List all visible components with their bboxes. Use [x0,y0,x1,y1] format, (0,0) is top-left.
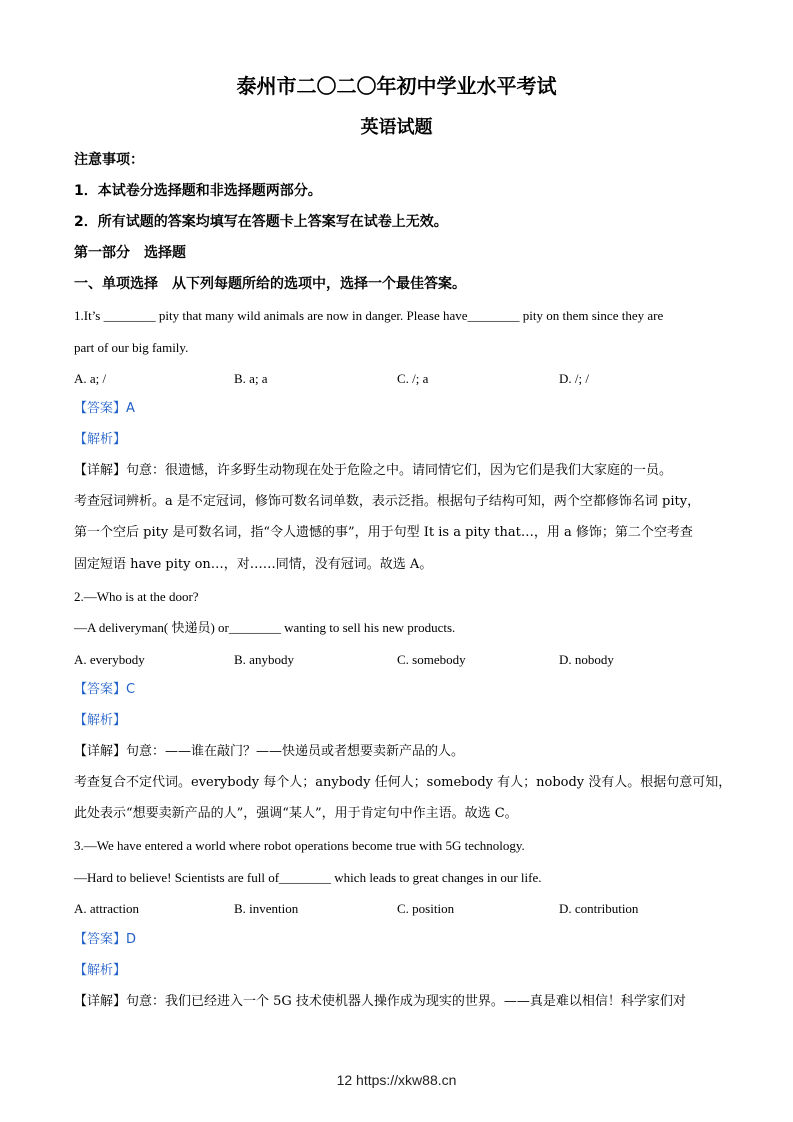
q1-stem-line2: part of our big family. [74,340,189,355]
q2-options [74,652,724,668]
part-heading: 第一部分 选择题 [74,245,186,261]
q2-stem-line2: —A deliveryman( 快递员) or________ wanting to sell his new products. [74,620,456,635]
q3-answer: 【答案】D [74,932,137,947]
q3-detail-line1: 【详解】句意：我们已经进入一个 5G 技术使机器人操作成为现实的世界。——真是难以相信！科学家们对 [74,994,686,1009]
q2-option-b: B. anybody [234,652,294,667]
q3-option-d: D. contribution [559,901,639,916]
q3-analysis-label: 【解析】 [74,963,127,978]
page-title: 泰州市二〇二〇年初中学业水平考试 [236,74,557,98]
q3-option-b: B. invention [234,901,299,916]
q2-stem-line1: 2.—Who is at the door? [74,589,199,604]
q3-stem-line2: —Hard to believe! Scientists are full of________ which leads to great changes in our life. [74,870,542,885]
page-subtitle: 英语试题 [360,117,433,138]
q1-option-c: C. /; a [397,371,429,386]
notes-heading: 注意事项： [74,152,144,168]
q3-stem-line1: 3.—We have entered a world where robot operations become true with 5G technology. [74,838,525,853]
q2-option-d: D. nobody [559,652,614,667]
q3-options [74,901,724,917]
q1-stem-line1: 1.It’s ________ pity that many wild animals are now in danger. Please have________ pity on them since they are [74,308,664,323]
q1-options [74,371,724,387]
q2-option-a: A. everybody [74,652,145,667]
note-1: 1．本试卷分选择题和非选择题两部分。 [74,183,322,199]
q1-option-b: B. a; a [234,371,268,386]
q1-option-d: D. /; / [559,371,589,386]
q1-answer: 【答案】A [74,401,135,416]
q1-detail-line3: 第一个空后 pity 是可数名词，指“令人遗憾的事”，用于句型 It is a pity that…，用 a 修饰；第二个空考查 [74,525,693,540]
note-2: 2．所有试题的答案均填写在答题卡上答案写在试卷上无效。 [74,214,448,230]
q2-detail-line1: 【详解】句意：——谁在敲门？——快递员或者想要卖新产品的人。 [74,744,465,759]
section-heading: 一、单项选择 从下列每题所给的选项中，选择一个最佳答案。 [74,276,466,292]
q2-analysis-label: 【解析】 [74,713,127,728]
q2-detail-line2: 考查复合不定代词。everybody 每个人；anybody 任何人；somebody 有人；nobody 没有人。根据句意可知， [74,775,732,790]
q3-option-c: C. position [397,901,455,916]
q2-answer: 【答案】C [74,682,136,697]
q2-detail-line3: 此处表示“想要卖新产品的人”，强调“某人”，用于肯定句中作主语。故选 C。 [74,806,518,821]
q3-option-a: A. attraction [74,901,139,916]
q2-option-c: C. somebody [397,652,466,667]
q1-detail-line4: 固定短语 have pity on…，对……同情，没有冠词。故选 A。 [74,557,433,572]
q1-analysis-label: 【解析】 [74,432,127,447]
q1-detail-line2: 考查冠词辨析。a 是不定冠词，修饰可数名词单数，表示泛指。根据句子结构可知，两个空都修饰名词 pity， [74,494,701,509]
page-footer: 12 https://xkw88.cn [336,1072,457,1088]
q1-option-a: A. a; / [74,371,107,386]
q1-detail-line1: 【详解】句意：很遗憾，许多野生动物现在处于危险之中。请同情它们，因为它们是我们大家庭的一员。 [74,463,673,478]
